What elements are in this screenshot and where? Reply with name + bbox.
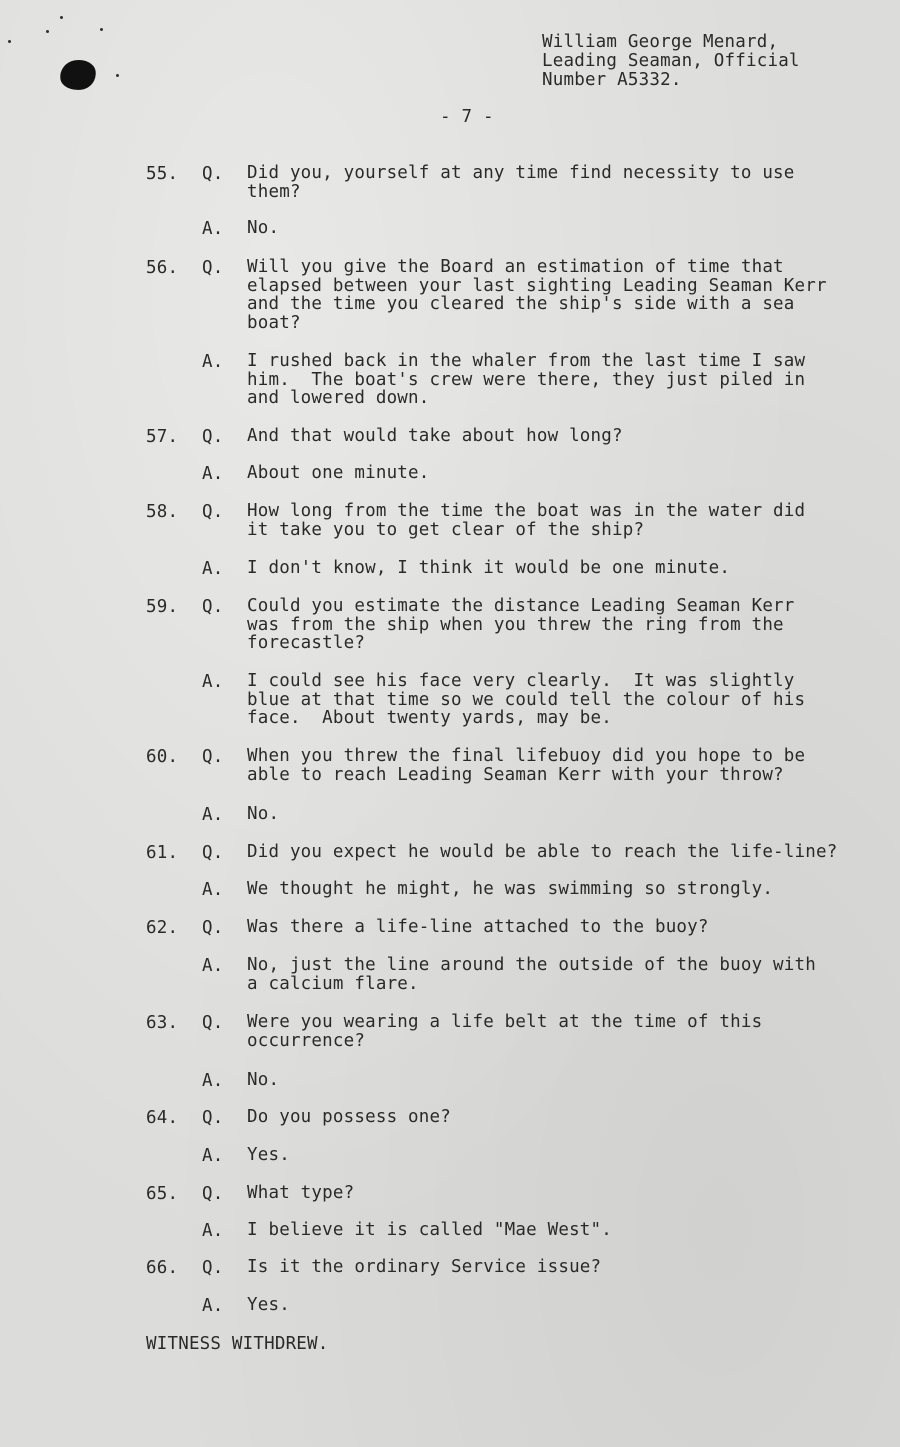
answer-text: Yes.: [247, 1145, 290, 1165]
answer-label: A.: [202, 880, 224, 900]
question-number: 61.: [146, 843, 179, 863]
question-label: Q.: [202, 1258, 224, 1278]
answer-label: A.: [202, 219, 224, 239]
question-number: 64.: [146, 1108, 179, 1128]
question-text: Did you, yourself at any time find necessity to use them?: [247, 163, 795, 202]
question-label: Q.: [202, 502, 224, 522]
answer-text: No.: [247, 1070, 280, 1090]
answer-label: A.: [202, 805, 224, 825]
witness-number: Number A5332.: [542, 70, 682, 90]
ink-blot: [58, 58, 98, 93]
question-label: Q.: [202, 1184, 224, 1204]
question-number: 60.: [146, 747, 179, 767]
answer-label: A.: [202, 559, 224, 579]
question-text: Did you expect he would be able to reach the life-line?: [247, 842, 838, 862]
answer-label: A.: [202, 672, 224, 692]
question-text: Do you possess one?: [247, 1107, 451, 1127]
answer-label: A.: [202, 1221, 224, 1241]
question-number: 66.: [146, 1258, 179, 1278]
answer-label: A.: [202, 956, 224, 976]
question-text: Could you estimate the distance Leading Seaman Kerr was from the ship when you threw the ring from the forecastle?: [247, 596, 795, 653]
question-number: 58.: [146, 502, 179, 522]
speck-mark: [60, 16, 63, 19]
question-text: When you threw the final lifebuoy did you hope to be able to reach Leading Seaman Kerr with your throw?: [247, 746, 806, 785]
answer-text: Yes.: [247, 1295, 290, 1315]
witness-withdrew-note: WITNESS WITHDREW.: [146, 1334, 329, 1354]
witness-header: [542, 33, 800, 90]
answer-text: I believe it is called "Mae West".: [247, 1220, 613, 1240]
answer-text: No.: [247, 218, 280, 238]
answer-text: I rushed back in the whaler from the last time I saw him. The boat's crew were there, they just piled in and lowered down.: [247, 351, 806, 408]
answer-text: No.: [247, 804, 280, 824]
question-text: Were you wearing a life belt at the time of this occurrence?: [247, 1012, 763, 1051]
question-label: Q.: [202, 747, 224, 767]
witness-name: William George Menard,: [542, 32, 779, 52]
answer-text: I could see his face very clearly. It was slightly blue at that time so we could tell the colour of his face. About twenty yards, may be.: [247, 671, 806, 728]
question-number: 65.: [146, 1184, 179, 1204]
question-label: Q.: [202, 918, 224, 938]
question-label: Q.: [202, 1108, 224, 1128]
answer-label: A.: [202, 464, 224, 484]
question-label: Q.: [202, 1013, 224, 1033]
speck-mark: [116, 74, 119, 77]
question-label: Q.: [202, 427, 224, 447]
question-text: What type?: [247, 1183, 355, 1203]
question-label: Q.: [202, 597, 224, 617]
answer-label: A.: [202, 1296, 224, 1316]
question-label: Q.: [202, 164, 224, 184]
answer-text: I don't know, I think it would be one minute.: [247, 558, 731, 578]
question-number: 55.: [146, 164, 179, 184]
question-text: Will you give the Board an estimation of time that elapsed between your last sighting Leading Seaman Kerr and the time you cleared the ship's side with a sea boat?: [247, 257, 827, 333]
answer-text: No, just the line around the outside of the buoy with a calcium flare.: [247, 955, 817, 994]
question-number: 57.: [146, 427, 179, 447]
question-number: 56.: [146, 258, 179, 278]
question-text: Was there a life-line attached to the buoy?: [247, 917, 709, 937]
question-number: 63.: [146, 1013, 179, 1033]
speck-mark: [8, 40, 11, 43]
answer-label: A.: [202, 1071, 224, 1091]
question-number: 59.: [146, 597, 179, 617]
speck-mark: [100, 28, 103, 31]
answer-text: We thought he might, he was swimming so strongly.: [247, 879, 774, 899]
question-text: Is it the ordinary Service issue?: [247, 1257, 602, 1277]
question-text: How long from the time the boat was in the water did it take you to get clear of the ship?: [247, 501, 806, 540]
question-text: And that would take about how long?: [247, 426, 623, 446]
question-label: Q.: [202, 258, 224, 278]
answer-label: A.: [202, 1146, 224, 1166]
page-number: - 7 -: [440, 107, 494, 127]
witness-rank: Leading Seaman, Official: [542, 51, 800, 71]
speck-mark: [46, 30, 49, 33]
question-label: Q.: [202, 843, 224, 863]
answer-text: About one minute.: [247, 463, 430, 483]
answer-label: A.: [202, 352, 224, 372]
question-number: 62.: [146, 918, 179, 938]
